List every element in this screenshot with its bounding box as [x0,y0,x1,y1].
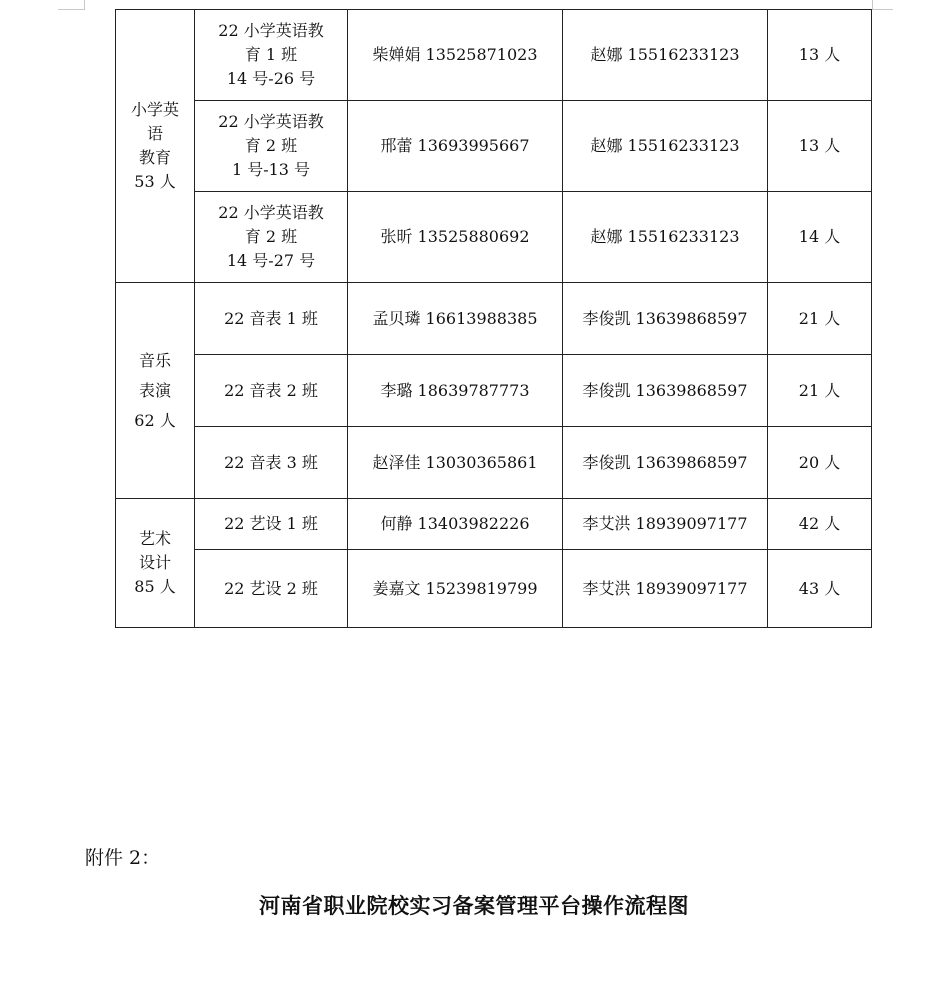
class-cell: 22 音表 3 班 [195,427,348,499]
major-line: 85 人 [134,577,176,596]
table-row [116,10,872,101]
supervisor-cell: 赵娜 15516233123 [563,101,768,192]
teacher-cell: 赵泽佳 13030365861 [348,427,563,499]
document-title: 河南省职业院校实习备案管理平台操作流程图 [259,893,689,918]
major-line: 语 [146,124,163,143]
teacher-cell: 姜嘉文 15239819799 [348,550,563,628]
class-cell: 22 艺设 2 班 [195,550,348,628]
major-line: 教育 [138,148,171,167]
class-cell: 22 艺设 1 班 [195,499,348,550]
table-row [116,283,872,355]
teacher-cell: 李璐 18639787773 [348,355,563,427]
table-row [116,355,872,427]
major-cell-english [116,10,195,283]
supervisor-cell: 李艾洪 18939097177 [563,550,768,628]
class-cell: 22 音表 2 班 [195,355,348,427]
major-line: 设计 [138,553,171,572]
class-line: 14 号-26 号 [226,69,316,88]
major-cell-art [116,499,195,628]
major-line: 表演 [138,380,171,400]
count-cell: 14 人 [768,192,872,283]
attachment-label: 附件 2： [85,847,161,869]
class-cell: 22 音表 1 班 [195,283,348,355]
internship-roster-table [115,9,872,628]
count-cell: 13 人 [768,10,872,101]
count-cell: 13 人 [768,101,872,192]
class-line: 育 2 班 [244,136,298,155]
class-line: 14 号-27 号 [226,251,316,270]
teacher-cell: 柴婵娟 13525871023 [348,10,563,101]
teacher-cell: 邢蕾 13693995667 [348,101,563,192]
major-line: 53 人 [134,172,176,191]
major-cell-music [116,283,195,499]
table-row [116,550,872,628]
teacher-cell: 孟贝璘 16613988385 [348,283,563,355]
major-line: 小学英 [130,100,179,119]
count-cell: 42 人 [768,499,872,550]
count-cell: 43 人 [768,550,872,628]
class-line: 22 小学英语教 [218,21,324,40]
page-corner-mark-right [872,0,893,10]
page-corner-mark-left [58,0,85,10]
class-line: 22 小学英语教 [218,112,324,131]
table-row [116,427,872,499]
class-line: 1 号-13 号 [231,160,311,179]
count-cell: 21 人 [768,283,872,355]
major-line: 62 人 [134,410,176,430]
class-line: 育 2 班 [244,227,298,246]
major-line: 艺术 [138,529,171,548]
teacher-cell: 何静 13403982226 [348,499,563,550]
supervisor-cell: 李俊凯 13639868597 [563,283,768,355]
supervisor-cell: 李俊凯 13639868597 [563,427,768,499]
table-row [116,499,872,550]
supervisor-cell: 李艾洪 18939097177 [563,499,768,550]
teacher-cell: 张昕 13525880692 [348,192,563,283]
class-line: 22 小学英语教 [218,203,324,222]
class-cell [195,101,348,192]
table-row [116,101,872,192]
supervisor-cell: 赵娜 15516233123 [563,10,768,101]
class-cell [195,192,348,283]
supervisor-cell: 赵娜 15516233123 [563,192,768,283]
major-line: 音乐 [138,350,171,370]
class-cell [195,10,348,101]
supervisor-cell: 李俊凯 13639868597 [563,355,768,427]
class-line: 育 1 班 [244,45,298,64]
count-cell: 20 人 [768,427,872,499]
table-row [116,192,872,283]
count-cell: 21 人 [768,355,872,427]
